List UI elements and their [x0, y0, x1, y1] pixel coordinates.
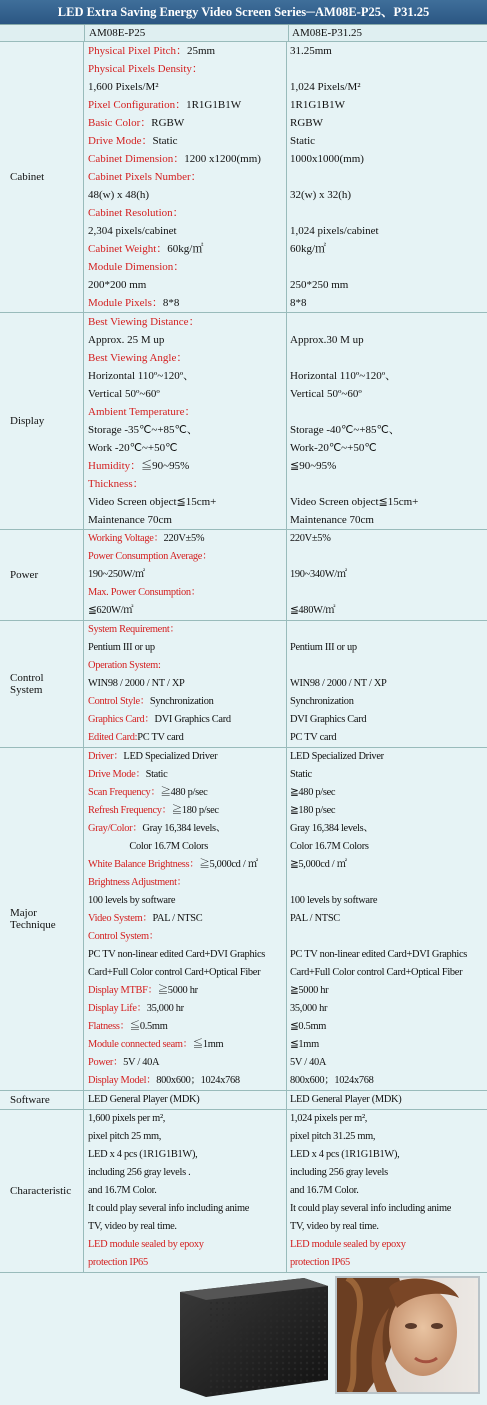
spec-value: ≧480 p/sec	[160, 787, 208, 798]
section-label: Display	[0, 313, 84, 529]
spec-key: Basic Color：	[88, 117, 152, 129]
spec-value-alt: Static	[290, 135, 316, 147]
spec-value: ≧180 p/sec	[171, 805, 219, 816]
spec-value: ≧5000 hr	[157, 985, 198, 996]
spec-value-alt: ≧5000 hr	[290, 985, 329, 996]
spec-key: Power：	[88, 1057, 124, 1068]
spec-key: Control System：	[88, 931, 159, 942]
spec-line	[88, 276, 286, 294]
section-2	[0, 530, 487, 621]
spec-key: Drive Mode：	[88, 769, 146, 780]
spec-key: Humidity：	[88, 460, 142, 472]
section-label: Control System	[0, 621, 84, 747]
spec-value-alt: ≦1mm	[290, 1039, 319, 1050]
spec-value: Vertical 50º~60º	[88, 388, 160, 400]
spec-value: 5V / 40A	[123, 1057, 160, 1068]
spec-value-alt	[290, 548, 487, 566]
section-label: Characteristic	[0, 1110, 84, 1272]
spec-line	[88, 186, 286, 204]
spec-line	[88, 602, 286, 620]
spec-line	[88, 96, 286, 114]
spec-key: Display Life：	[88, 1003, 147, 1014]
section-1	[0, 313, 487, 530]
spec-value: pixel pitch 25 mm,	[88, 1131, 162, 1142]
spec-line	[88, 168, 286, 186]
spec-value: Static	[145, 769, 168, 780]
spec-value-alt	[290, 403, 487, 421]
spec-value: Maintenance 70cm	[88, 514, 172, 526]
spec-value: Horizontal 110º~120º、	[88, 370, 195, 382]
spec-value: Pentium III or up	[88, 642, 155, 653]
spec-value-alt: pixel pitch 31.25 mm,	[290, 1131, 376, 1142]
spec-value: RGBW	[151, 117, 185, 129]
spec-value-alt	[290, 874, 487, 892]
spec-value: It could play several info including anime	[88, 1203, 250, 1214]
spec-line	[88, 766, 286, 784]
spec-value-alt	[290, 657, 487, 675]
spec-value: Gray 16,384 levels、	[142, 823, 226, 834]
spec-key: Working Voltage：	[88, 533, 164, 544]
section-5	[0, 1091, 487, 1110]
spec-value-alt: Synchronization	[290, 696, 354, 707]
section-6	[0, 1110, 487, 1273]
spec-line	[88, 511, 286, 529]
spec-line	[88, 566, 286, 584]
spec-value-alt: 1,024 pixels per m²,	[290, 1113, 368, 1124]
section-label: Cabinet	[0, 42, 84, 312]
spec-value-alt: including 256 gray levels	[290, 1167, 388, 1178]
led-cabinet-photo	[178, 1276, 330, 1398]
spec-value: Card+Full Color control Card+Optical Fiber	[88, 967, 261, 978]
spec-line	[88, 1000, 286, 1018]
spec-line	[88, 294, 286, 312]
spec-value-alt: Maintenance 70cm	[290, 514, 374, 526]
spec-value-alt: 250*250 mm	[290, 279, 349, 291]
spec-value-alt: Work-20℃~+50℃	[290, 442, 377, 454]
spec-value: Work -20℃~+50℃	[88, 442, 178, 454]
spec-line	[88, 240, 286, 258]
spec-value-alt: TV, video by real time.	[290, 1221, 379, 1232]
spec-value-alt: Color 16.7M Colors	[290, 841, 369, 852]
spec-value-alt: Static	[290, 769, 312, 780]
spec-value-alt: Video Screen object≦15cm+	[290, 496, 419, 508]
spec-line	[88, 748, 286, 766]
spec-line	[88, 928, 286, 946]
spec-value-alt	[290, 584, 487, 602]
spec-line	[88, 856, 286, 874]
spec-key: Physical Pixel Pitch：	[88, 45, 187, 57]
spec-key: Thickness：	[88, 478, 144, 490]
spec-value-alt	[290, 258, 487, 276]
column-p25	[84, 748, 287, 1090]
column-p25	[84, 1091, 287, 1109]
spec-key: LED module sealed by epoxy	[88, 1239, 204, 1250]
spec-value-alt: and 16.7M Color.	[290, 1185, 359, 1196]
spec-line	[88, 457, 286, 475]
spec-value-alt: PC TV non-linear edited Card+DVI Graphics	[290, 949, 467, 960]
spec-value: PAL / NTSC	[152, 913, 203, 924]
spec-value-alt: 190~340W/㎡	[290, 569, 347, 580]
spec-line	[88, 892, 286, 910]
spec-key: Cabinet Dimension：	[88, 153, 185, 165]
column-p25	[84, 530, 287, 620]
section-3	[0, 621, 487, 748]
spec-value: PC TV card	[137, 732, 184, 743]
page-title: LED Extra Saving Energy Video Screen Series─AM08E-P25、P31.25	[0, 0, 487, 25]
spec-value-alt: LED Specialized Driver	[290, 751, 384, 762]
spec-line	[88, 530, 286, 548]
spec-line	[88, 1110, 286, 1128]
spec-value: 1,600 Pixels/M²	[88, 81, 159, 93]
spec-line	[88, 946, 286, 964]
spec-value-alt	[290, 928, 487, 946]
column-p25	[84, 1110, 287, 1272]
spec-value-alt: ≦480W/㎡	[290, 605, 336, 616]
spec-value: ≦620W/㎡	[88, 605, 134, 616]
spec-key: Graphics Card：	[88, 714, 155, 725]
spec-value: ≦1mm	[192, 1039, 224, 1050]
spec-line	[88, 421, 286, 439]
spec-key: Module connected seam：	[88, 1039, 193, 1050]
spec-key: White Balance Brightness：	[88, 859, 200, 870]
spec-value-alt	[290, 475, 487, 493]
spec-key: Max. Power Consumption：	[88, 587, 201, 598]
spec-table	[0, 42, 487, 1273]
column-p3125	[287, 621, 487, 747]
spec-key: System Requirement：	[88, 624, 180, 635]
model-header-blank	[0, 25, 85, 41]
spec-value-alt: 8*8	[290, 297, 307, 309]
spec-line	[88, 584, 286, 602]
spec-value: DVI Graphics Card	[154, 714, 231, 725]
spec-key: Scan Frequency：	[88, 787, 161, 798]
spec-line	[88, 331, 286, 349]
spec-value: Synchronization	[149, 696, 214, 707]
spec-line	[88, 1128, 286, 1146]
spec-value-alt: protection IP65	[290, 1257, 350, 1268]
spec-value: LED General Player (MDK)	[88, 1094, 200, 1105]
spec-value-alt: LED module sealed by epoxy	[290, 1239, 406, 1250]
spec-line	[88, 493, 286, 511]
spec-line	[88, 258, 286, 276]
spec-line	[88, 802, 286, 820]
spec-value-alt: PAL / NTSC	[290, 913, 340, 924]
spec-value-alt	[290, 204, 487, 222]
spec-value: 200*200 mm	[88, 279, 147, 291]
spec-value-alt: ≦90~95%	[290, 460, 337, 472]
spec-line	[88, 1072, 286, 1090]
spec-value-alt: 1,024 Pixels/M²	[290, 81, 361, 93]
spec-value: and 16.7M Color.	[88, 1185, 157, 1196]
spec-value-alt: ≧480 p/sec	[290, 787, 336, 798]
section-label: Software	[0, 1091, 84, 1109]
spec-line	[88, 1036, 286, 1054]
spec-key: Display Model：	[88, 1075, 157, 1086]
spec-value: LED x 4 pcs (1R1G1B1W),	[88, 1149, 198, 1160]
spec-value: ≧5,000cd / ㎡	[199, 859, 258, 870]
spec-value-alt: ≧5,000cd / ㎡	[290, 859, 347, 870]
spec-value-alt: 100 levels by software	[290, 895, 378, 906]
spec-value-alt	[290, 313, 487, 331]
model-p25: AM08E-P25	[85, 25, 289, 41]
spec-key: Refresh Frequency：	[88, 805, 172, 816]
spec-value: 35,000 hr	[146, 1003, 184, 1014]
spec-line	[88, 313, 286, 331]
spec-value-alt: 1000x1000(mm)	[290, 153, 364, 165]
spec-value-alt: WIN98 / 2000 / NT / XP	[290, 678, 387, 689]
spec-key: Display MTBF：	[88, 985, 158, 996]
spec-value: Color 16.7M Colors	[88, 841, 208, 852]
spec-line	[88, 1236, 286, 1254]
spec-value: ≦0.5mm	[129, 1021, 168, 1032]
section-label: Major Technique	[0, 748, 84, 1090]
spec-line	[88, 675, 286, 693]
spec-value-alt: 35,000 hr	[290, 1003, 328, 1014]
spec-line	[88, 548, 286, 566]
spec-value-alt: Pentium III or up	[290, 642, 357, 653]
spec-line	[88, 1164, 286, 1182]
spec-line	[88, 1054, 286, 1072]
spec-value: Approx. 25 M up	[88, 334, 165, 346]
section-0	[0, 42, 487, 313]
column-p25	[84, 313, 287, 529]
video-screen-photo	[335, 1276, 480, 1394]
spec-value: WIN98 / 2000 / NT / XP	[88, 678, 185, 689]
spec-line	[88, 982, 286, 1000]
spec-line	[88, 1018, 286, 1036]
spec-value: Video Screen object≦15cm+	[88, 496, 217, 508]
column-p3125	[287, 1091, 487, 1109]
spec-value: 1200 x1200(mm)	[184, 153, 261, 165]
spec-line	[88, 910, 286, 928]
spec-key: Driver：	[88, 751, 124, 762]
spec-key: Drive Mode：	[88, 135, 153, 147]
spec-key: Cabinet Weight：	[88, 243, 168, 255]
spec-value-alt: RGBW	[290, 117, 323, 129]
spec-value: 25mm	[187, 45, 216, 57]
spec-value-alt: 220V±5%	[290, 533, 331, 544]
spec-line	[88, 222, 286, 240]
spec-line	[88, 349, 286, 367]
spec-line	[88, 693, 286, 711]
spec-value: 1R1G1B1W	[186, 99, 242, 111]
spec-value: 220V±5%	[163, 533, 205, 544]
column-p3125	[287, 42, 487, 312]
spec-line	[88, 1218, 286, 1236]
spec-line	[88, 204, 286, 222]
spec-line	[88, 729, 286, 747]
spec-line	[88, 1091, 286, 1109]
spec-key: Ambient Temperature：	[88, 406, 196, 418]
spec-value-alt: 1R1G1B1W	[290, 99, 345, 111]
spec-value: LED Specialized Driver	[123, 751, 218, 762]
spec-key: Video System：	[88, 913, 153, 924]
spec-key: Best Viewing Angle：	[88, 352, 188, 364]
spec-value: 60kg/㎡	[167, 243, 204, 255]
spec-line	[88, 132, 286, 150]
spec-line	[88, 838, 286, 856]
spec-value-alt: LED x 4 pcs (1R1G1B1W),	[290, 1149, 400, 1160]
column-p3125	[287, 530, 487, 620]
spec-line	[88, 711, 286, 729]
spec-line	[88, 1146, 286, 1164]
spec-value-alt: DVI Graphics Card	[290, 714, 367, 725]
spec-value: ≦90~95%	[141, 460, 190, 472]
spec-value-alt: It could play several info including anime	[290, 1203, 452, 1214]
spec-key: Flatness：	[88, 1021, 130, 1032]
spec-value-alt: Horizontal 110º~120º、	[290, 370, 397, 382]
section-label: Power	[0, 530, 84, 620]
spec-line	[88, 367, 286, 385]
spec-key: Cabinet Resolution：	[88, 207, 184, 219]
spec-value: TV, video by real time.	[88, 1221, 177, 1232]
spec-value-alt: 1,024 pixels/cabinet	[290, 225, 379, 237]
spec-line	[88, 78, 286, 96]
spec-value: 190~250W/㎡	[88, 569, 145, 580]
spec-key: Gray/Color：	[88, 823, 143, 834]
column-p3125	[287, 748, 487, 1090]
spec-line	[88, 621, 286, 639]
spec-value-alt: Storage -40℃~+85℃、	[290, 424, 400, 436]
spec-value: Storage -35℃~+85℃、	[88, 424, 198, 436]
spec-key: Control Style：	[88, 696, 150, 707]
spec-value: 48(w) x 48(h)	[88, 189, 150, 201]
spec-key: Pixel Configuration：	[88, 99, 187, 111]
model-p3125: AM08E-P31.25	[292, 27, 362, 39]
spec-line	[88, 657, 286, 675]
spec-key: Operation System:	[88, 660, 161, 671]
spec-value-alt: LED General Player (MDK)	[290, 1094, 402, 1105]
spec-value-alt: 31.25mm	[290, 45, 332, 57]
spec-line	[88, 385, 286, 403]
spec-value: 2,304 pixels/cabinet	[88, 225, 177, 237]
spec-line	[88, 874, 286, 892]
spec-value-alt: Vertical 50º~60º	[290, 388, 362, 400]
spec-line	[88, 475, 286, 493]
spec-line	[88, 439, 286, 457]
spec-value-alt: ≧180 p/sec	[290, 805, 336, 816]
column-p25	[84, 42, 287, 312]
spec-value-alt: 5V / 40A	[290, 1057, 327, 1068]
spec-value: Static	[152, 135, 178, 147]
spec-line	[88, 1200, 286, 1218]
spec-value-alt: Card+Full Color control Card+Optical Fiber	[290, 967, 463, 978]
spec-line	[88, 820, 286, 838]
spec-line	[88, 964, 286, 982]
spec-key: protection IP65	[88, 1257, 148, 1268]
spec-key: Module Dimension：	[88, 261, 185, 273]
spec-value: PC TV non-linear edited Card+DVI Graphics	[88, 949, 265, 960]
spec-line	[88, 1254, 286, 1272]
spec-value-alt: ≦0.5mm	[290, 1021, 327, 1032]
spec-value: 100 levels by software	[88, 895, 176, 906]
spec-value: 1,600 pixels per m²,	[88, 1113, 166, 1124]
spec-line	[88, 403, 286, 421]
spec-value-alt: PC TV card	[290, 732, 337, 743]
spec-value-alt	[290, 621, 487, 639]
spec-key: Physical Pixels Density：	[88, 63, 203, 75]
spec-value-alt	[290, 168, 487, 186]
spec-key: Cabinet Pixels Number：	[88, 171, 202, 183]
spec-line	[88, 114, 286, 132]
spec-value: including 256 gray levels .	[88, 1167, 191, 1178]
spec-value-alt	[290, 60, 487, 78]
spec-line	[88, 639, 286, 657]
column-p25	[84, 621, 287, 747]
spec-line	[88, 150, 286, 168]
spec-line	[88, 60, 286, 78]
section-4	[0, 748, 487, 1091]
spec-value-alt: 60kg/㎡	[290, 243, 327, 255]
spec-value-alt: 800x600；1024x768	[290, 1075, 374, 1086]
spec-line	[88, 42, 286, 60]
spec-key: Module Pixels：	[88, 297, 163, 309]
spec-value-alt: Approx.30 M up	[290, 334, 364, 346]
spec-value: 8*8	[162, 297, 180, 309]
spec-key: Power Consumption Average：	[88, 551, 213, 562]
spec-value-alt: 32(w) x 32(h)	[290, 189, 352, 201]
model-header-row	[0, 25, 487, 42]
spec-key: Best Viewing Distance：	[88, 316, 200, 328]
spec-value-alt: Gray 16,384 levels、	[290, 823, 374, 834]
column-p3125	[287, 313, 487, 529]
spec-value-alt	[290, 349, 487, 367]
spec-value: 800x600；1024x768	[156, 1075, 240, 1086]
spec-line	[88, 1182, 286, 1200]
column-p3125	[287, 1110, 487, 1272]
spec-key: Edited Card:	[88, 732, 138, 743]
spec-key: Brightness Adjustment：	[88, 877, 187, 888]
spec-line	[88, 784, 286, 802]
